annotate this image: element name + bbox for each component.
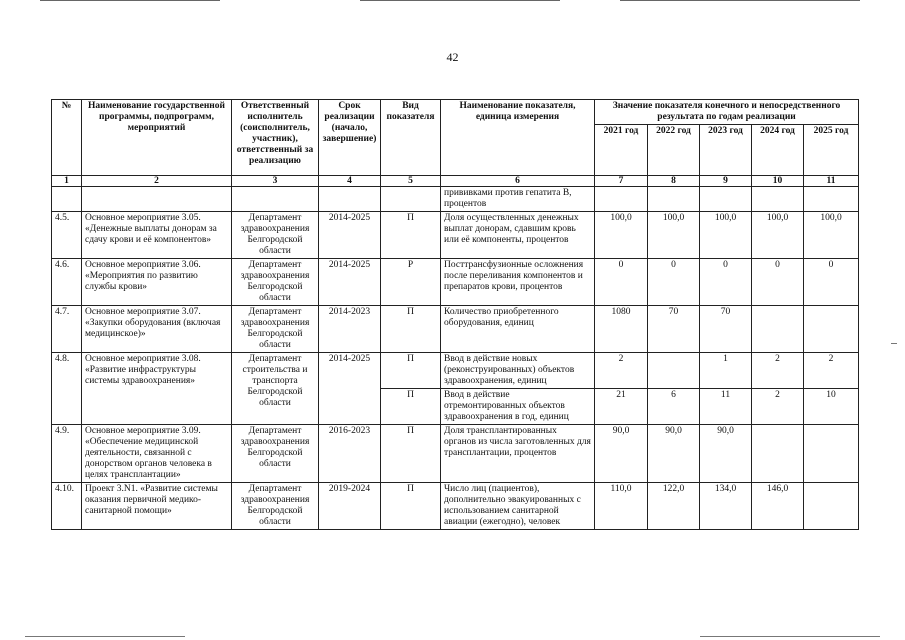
- row-value: 100,0: [752, 212, 804, 259]
- row-value: [804, 483, 859, 530]
- row-value: 6: [648, 389, 700, 425]
- row-term: 2016-2023: [319, 425, 381, 483]
- column-number: 1: [52, 176, 82, 187]
- row-program: Основное мероприятие 3.09. «Обеспечение медицинской деятельности, связанной с донорством органов человека в целях трансплантации»: [82, 425, 232, 483]
- table-row: [52, 306, 859, 353]
- row-value: [752, 306, 804, 353]
- column-number: 11: [804, 176, 859, 187]
- column-number: 8: [648, 176, 700, 187]
- table-row: [52, 353, 859, 389]
- column-number: 3: [232, 176, 319, 187]
- row-indicator: Доля трансплантированных органов из числа заготовленных для трансплантации, процентов: [441, 425, 595, 483]
- header-indicator: Наименование показателя, единица измерения: [441, 100, 595, 176]
- row-indicator: Посттрансфузионные осложнения после переливания компонентов и препаратов крови, процентов: [441, 259, 595, 306]
- row-executor: Департамент здравоохранения Белгородской области: [232, 483, 319, 530]
- continuation-row: [52, 187, 859, 212]
- row-value: 0: [648, 259, 700, 306]
- header-year: 2025 год: [804, 125, 859, 176]
- row-program: Основное мероприятие 3.07. «Закупки оборудования (включая медицинское)»: [82, 306, 232, 353]
- row-value: 90,0: [700, 425, 752, 483]
- row-executor: Департамент здравоохранения Белгородской области: [232, 306, 319, 353]
- bottom-edge-line: [25, 636, 185, 637]
- header-row: [52, 100, 859, 125]
- header-values-group: Значение показателя конечного и непосредственного результата по годам реализации: [595, 100, 859, 125]
- row-program: Основное мероприятие 3.08. «Развитие инфраструктуры системы здравоохранения»: [82, 353, 232, 425]
- row-value: 90,0: [595, 425, 648, 483]
- column-number: 5: [381, 176, 441, 187]
- program-table: [51, 99, 859, 530]
- bottom-edge-line: [700, 636, 880, 637]
- header-year: 2022 год: [648, 125, 700, 176]
- row-term: 2014-2025: [319, 212, 381, 259]
- row-executor: Департамент здравоохранения Белгородской области: [232, 259, 319, 306]
- row-type: П: [381, 353, 441, 389]
- row-term: 2019-2024: [319, 483, 381, 530]
- row-type: П: [381, 389, 441, 425]
- row-value: 122,0: [648, 483, 700, 530]
- header-executor: Ответственный исполнитель (соисполнитель, участник), ответственный за реализацию: [232, 100, 319, 176]
- column-number: 2: [82, 176, 232, 187]
- row-value: 2: [595, 353, 648, 389]
- row-indicator: Ввод в действие новых (реконструированных) объектов здравоохранения, единиц: [441, 353, 595, 389]
- row-program: Проект 3.N1. «Развитие системы оказания первичной медико-санитарной помощи»: [82, 483, 232, 530]
- row-value: 134,0: [700, 483, 752, 530]
- row-value: 0: [595, 259, 648, 306]
- header-no: №: [52, 100, 82, 176]
- header-year: 2024 год: [752, 125, 804, 176]
- row-value: 0: [804, 259, 859, 306]
- row-value: 100,0: [700, 212, 752, 259]
- row-value: [752, 425, 804, 483]
- row-value: 70: [648, 306, 700, 353]
- row-term: 2014-2025: [319, 259, 381, 306]
- row-value: 110,0: [595, 483, 648, 530]
- row-no: 4.6.: [52, 259, 82, 306]
- continuation-indicator: прививками против гепатита В, процентов: [441, 187, 595, 212]
- column-number: 6: [441, 176, 595, 187]
- row-value: 1080: [595, 306, 648, 353]
- row-value: [648, 353, 700, 389]
- row-value: [804, 306, 859, 353]
- row-value: 11: [700, 389, 752, 425]
- row-term: 2014-2023: [319, 306, 381, 353]
- top-edge-line: [360, 0, 560, 1]
- row-value: 100,0: [648, 212, 700, 259]
- row-no: 4.7.: [52, 306, 82, 353]
- row-value: 100,0: [804, 212, 859, 259]
- row-indicator: Количество приобретенного оборудования, единиц: [441, 306, 595, 353]
- row-value: 146,0: [752, 483, 804, 530]
- row-value: 2: [752, 353, 804, 389]
- row-value: 10: [804, 389, 859, 425]
- row-value: 90,0: [648, 425, 700, 483]
- row-indicator: Доля осуществленных денежных выплат донорам, сдавшим кровь или её компоненты, процентов: [441, 212, 595, 259]
- row-type: Р: [381, 259, 441, 306]
- row-type: П: [381, 306, 441, 353]
- row-no: 4.5.: [52, 212, 82, 259]
- page-number: 42: [446, 50, 459, 64]
- row-value: 0: [752, 259, 804, 306]
- row-program: Основное мероприятие 3.05. «Денежные выплаты донорам за сдачу крови и её компонентов»: [82, 212, 232, 259]
- column-number: 4: [319, 176, 381, 187]
- header-program: Наименование государственной программы, подпрограмм, мероприятий: [82, 100, 232, 176]
- row-value: 0: [700, 259, 752, 306]
- row-executor: Департамент здравоохранения Белгородской области: [232, 425, 319, 483]
- column-number: 9: [700, 176, 752, 187]
- row-executor: Департамент строительства и транспорта Белгородской области: [232, 353, 319, 425]
- row-value: 70: [700, 306, 752, 353]
- column-number: 7: [595, 176, 648, 187]
- row-no: 4.9.: [52, 425, 82, 483]
- row-value: 2: [752, 389, 804, 425]
- header-term: Срок реализации (начало, завершение): [319, 100, 381, 176]
- row-no: 4.10.: [52, 483, 82, 530]
- row-value: [804, 425, 859, 483]
- header-year: 2021 год: [595, 125, 648, 176]
- top-edge-line: [620, 0, 860, 1]
- header-type: Вид показателя: [381, 100, 441, 176]
- row-program: Основное мероприятие 3.06. «Мероприятия по развитию службы крови»: [82, 259, 232, 306]
- column-number: 10: [752, 176, 804, 187]
- table-row: [52, 259, 859, 306]
- table-row: [52, 425, 859, 483]
- row-type: П: [381, 212, 441, 259]
- row-executor: Департамент здравоохранения Белгородской области: [232, 212, 319, 259]
- row-indicator: Ввод в действие отремонтированных объектов здравоохранения в год, единиц: [441, 389, 595, 425]
- header-year: 2023 год: [700, 125, 752, 176]
- margin-mark: [891, 343, 897, 344]
- column-numbers-row: [52, 176, 859, 187]
- row-indicator: Число лиц (пациентов), дополнительно эвакуированных с использованием санитарной авиации (ежегодно), человек: [441, 483, 595, 530]
- row-term: 2014-2025: [319, 353, 381, 425]
- row-type: П: [381, 425, 441, 483]
- row-type: П: [381, 483, 441, 530]
- table-row: [52, 212, 859, 259]
- row-no: 4.8.: [52, 353, 82, 425]
- row-value: 1: [700, 353, 752, 389]
- top-edge-line: [40, 0, 220, 1]
- table-row: [52, 483, 859, 530]
- row-value: 21: [595, 389, 648, 425]
- row-value: 2: [804, 353, 859, 389]
- row-value: 100,0: [595, 212, 648, 259]
